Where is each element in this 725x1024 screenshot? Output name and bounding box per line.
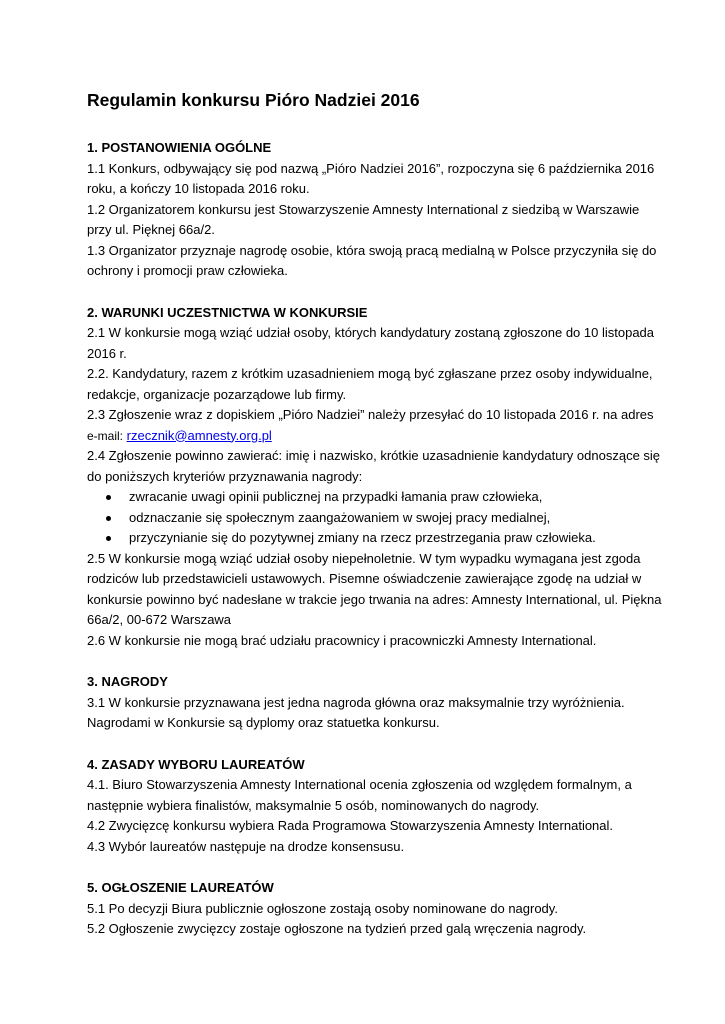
section-heading: 3. NAGRODY (87, 674, 168, 689)
list-item-text: zwracanie uwagi opinii publicznej na przypadki łamania praw człowieka, (129, 489, 543, 504)
paragraph-2-5: 2.5 W konkursie mogą wziąć udział osoby niepełnoletnie. W tym wypadku wymagana jest zgoda rodziców lub przedstawicieli ustawowych. Pisemne oświadczenie zawierające zgodę na udział w konkursie powinno być nadesłane w trakcie jego trwania na adres: Amnesty International, ul. Piękna 66a/2, 00-672 Warszawa (87, 550, 662, 627)
section-warunki-uczestnictwa (87, 303, 667, 652)
paragraph-2-1: 2.1 W konkursie mogą wziąć udział osoby, których kandydatury zostaną zgłoszone do 10 listopada 2016 r. (87, 325, 655, 361)
section-postanowienia-ogolne (87, 138, 667, 282)
paragraph-1-3: 1.3 Organizator przyznaje nagrodę osobie, która swoją pracą medialną w Polsce przyczyniła się do ochrony i promocji praw człowieka. (87, 242, 657, 278)
section-heading: 1. POSTANOWIENIA OGÓLNE (87, 140, 272, 155)
paragraph-2-4: 2.4 Zgłoszenie powinno zawierać: imię i nazwisko, krótkie uzasadnienie kandydatury odnoszące się do poniższych kryteriów przyznawania nagrody: (87, 448, 661, 484)
paragraph-4-3: 4.3 Wybór laureatów następuje na drodze konsensusu. (87, 838, 405, 854)
email-label: e-mail: (87, 428, 124, 443)
paragraph-4-1: 4.1. Biuro Stowarzyszenia Amnesty International ocenia zgłoszenia od względem formalnym, a następnie wybiera finalistów, maksymalnie 5 osób, nominowanych do nagrody. (87, 777, 632, 813)
paragraph-3-1: 3.1 W konkursie przyznawana jest jedna nagroda główna oraz maksymalnie trzy wyróżnienia. Nagrodami w Konkursie są dyplomy oraz statuetka konkursu. (87, 694, 625, 730)
bullet-icon (106, 536, 111, 541)
section-heading: 5. OGŁOSZENIE LAUREATÓW (87, 880, 274, 895)
paragraph-2-2: 2.2. Kandydatury, razem z krótkim uzasadnieniem mogą być zgłaszane przez osoby indywidualne, redakcje, organizacje pozarządowe lub firmy. (87, 366, 653, 402)
paragraph-4-2: 4.2 Zwycięzcę konkursu wybiera Rada Programowa Stowarzyszenia Amnesty International. (87, 818, 614, 833)
document-page (87, 86, 667, 961)
paragraph-5-2: 5.2 Ogłoszenie zwycięzcy zostaje ogłoszone na tydzień przed galą wręczenia nagrody. (87, 921, 587, 936)
list-item (87, 528, 667, 549)
paragraph-2-3-text: 2.3 Zgłoszenie wraz z dopiskiem „Pióro Nadziei” należy przesyłać do 10 listopada 2016 r. na adres (87, 407, 654, 422)
section-zasady-wyboru (87, 755, 667, 858)
email-link[interactable]: rzecznik@amnesty.org.pl (126, 427, 272, 443)
list-item-text: przyczynianie się do pozytywnej zmiany na rzecz przestrzegania praw człowieka. (129, 530, 596, 545)
section-heading: 2. WARUNKI UCZESTNICTWA W KONKURSIE (87, 304, 368, 320)
paragraph-5-1: 5.1 Po decyzji Biura publicznie ogłoszone zostają osoby nominowane do nagrody. (87, 900, 558, 916)
section-nagrody (87, 672, 667, 734)
list-item-text: odznaczanie się społecznym zaangażowaniem w swojej pracy medialnej, (129, 509, 551, 525)
paragraph-1-2: 1.2 Organizatorem konkursu jest Stowarzyszenie Amnesty International z siedzibą w Warszawie przy ul. Pięknej 66a/2. (87, 201, 640, 237)
bullet-icon (106, 516, 111, 521)
list-item (87, 508, 667, 529)
paragraph-2-3 (87, 405, 667, 446)
section-heading: 4. ZASADY WYBORU LAUREATÓW (87, 756, 305, 772)
paragraph-1-1: 1.1 Konkurs, odbywający się pod nazwą „Pióro Nadziei 2016”, rozpoczyna się 6 października 2016 roku, a kończy 10 listopada 2016 roku. (87, 160, 655, 196)
section-ogloszenie-laureatow (87, 878, 667, 940)
paragraph-2-6: 2.6 W konkursie nie mogą brać udziału pracownicy i pracowniczki Amnesty International. (87, 632, 597, 648)
document-title: Regulamin konkursu Pióro Nadziei 2016 (87, 90, 420, 110)
list-item (87, 487, 667, 508)
criteria-list (87, 487, 667, 549)
bullet-icon (106, 495, 111, 500)
